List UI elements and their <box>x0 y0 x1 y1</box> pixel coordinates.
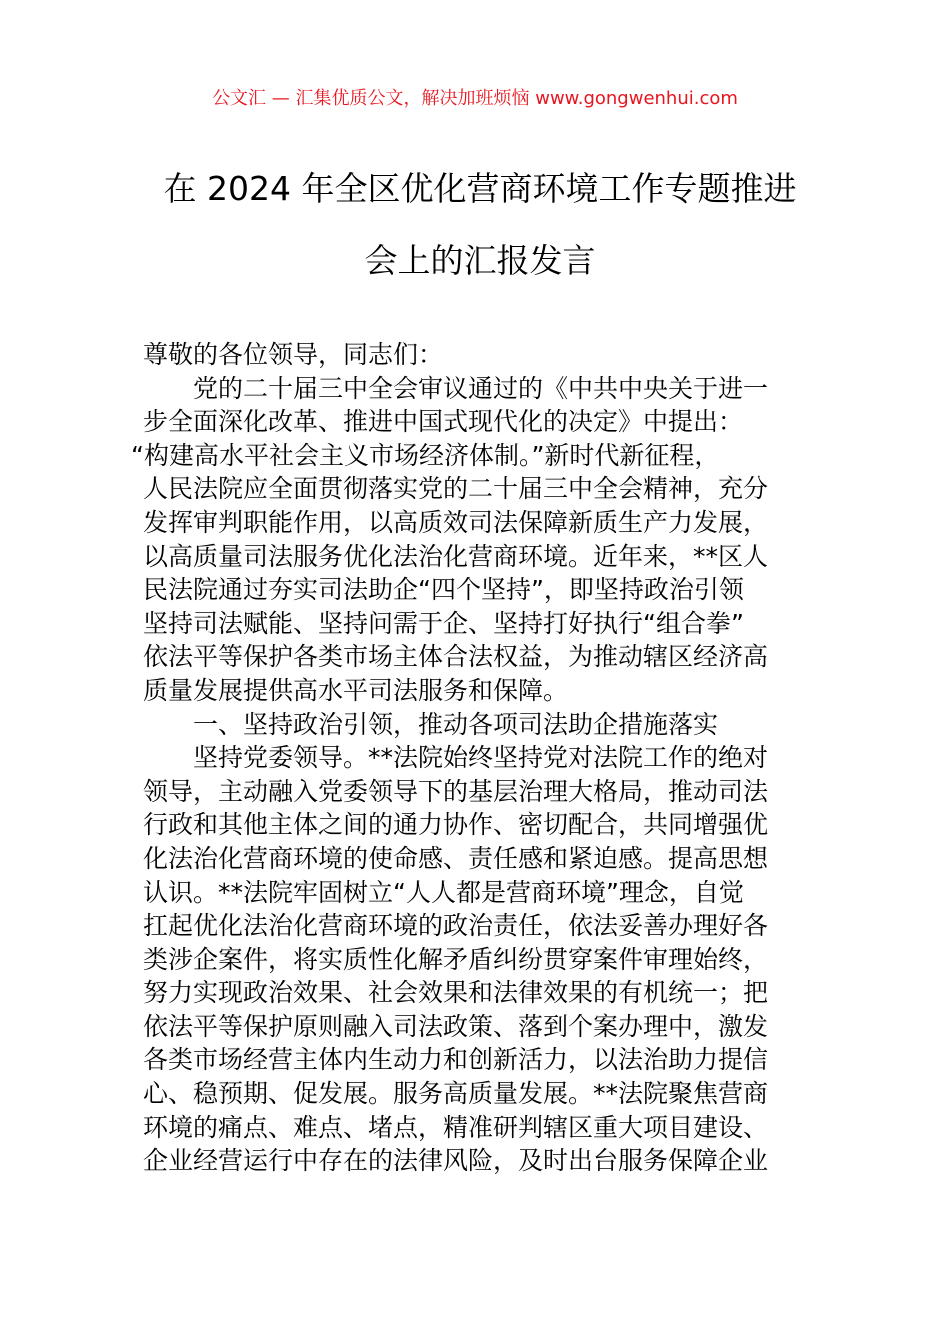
text-line: 党的二十届三中全会审议通过的《中共中央关于进一 <box>193 373 769 403</box>
text-line: 坚持司法赋能、坚持问需于企、坚持打好执行“组合拳” <box>143 608 744 638</box>
text-line: 人民法院应全面贯彻落实党的二十届三中全会精神，充分 <box>143 474 769 504</box>
text-line: 各类市场经营主体内生动力和创新活力，以法治助力提信 <box>143 1045 769 1075</box>
paragraph-party-leadership <box>143 741 813 1178</box>
text-line: 化法治化营商环境的使命感、责任感和紧迫感。提高思想 <box>143 843 769 873</box>
text-line: 企业经营运行中存在的法律风险，及时出台服务保障企业 <box>143 1146 769 1176</box>
title-line: 会上的汇报发言 <box>364 241 596 280</box>
text-line: 努力实现政治效果、社会效果和法律效果的有机统一；把 <box>143 978 769 1008</box>
watermark-header: 公文汇 — 汇集优质公文，解决加班烦恼 www.gongwenhui.com <box>212 88 738 109</box>
section-heading-1: 一、坚持政治引领，推动各项司法助企措施落实 <box>193 709 719 739</box>
text-line: 民法院通过夯实司法助企“四个坚持”，即坚持政治引领 <box>143 575 744 605</box>
document-body <box>131 338 813 1178</box>
text-line: 依法平等保护各类市场主体合法权益，为推动辖区经济高 <box>143 642 769 672</box>
paragraph-intro <box>131 372 813 708</box>
text-line: 心、稳预期、促发展。服务高质量发展。**法院聚焦营商 <box>143 1079 769 1109</box>
text-line: 发挥审判职能作用，以高质效司法保障新质生产力发展， <box>143 507 769 537</box>
text-line: 行政和其他主体之间的通力协作、密切配合，共同增强优 <box>143 810 769 840</box>
text-line: 步全面深化改革、推进中国式现代化的决定》中提出： <box>143 407 744 437</box>
text-line: 类涉企案件，将实质性化解矛盾纠纷贯穿案件审理始终， <box>143 944 769 974</box>
text-line: 环境的痛点、难点、堵点，精准研判辖区重大项目建设、 <box>143 1112 769 1142</box>
text-line: 认识。**法院牢固树立“人人都是营商环境”理念，自觉 <box>143 877 744 907</box>
text-line: 依法平等保护原则融入司法政策、落到个案办理中，激发 <box>143 1011 769 1041</box>
text-line: 坚持党委领导。**法院始终坚持党对法院工作的绝对 <box>193 743 769 773</box>
text-line: 扛起优化法治化营商环境的政治责任，依法妥善办理好各 <box>143 911 769 941</box>
title-line: 在 2024 年全区优化营商环境工作专题推进 <box>163 169 797 208</box>
text-line: 领导，主动融入党委领导下的基层治理大格局，推动司法 <box>143 776 769 806</box>
text-line: “构建高水平社会主义市场经济体制。”新时代新征程， <box>131 440 720 470</box>
text-line: 质量发展提供高水平司法服务和保障。 <box>143 675 569 705</box>
salutation: 尊敬的各位领导，同志们： <box>143 340 444 369</box>
document-title <box>140 153 820 297</box>
text-line: 以高质量司法服务优化法治化营商环境。近年来，**区人 <box>143 541 769 571</box>
